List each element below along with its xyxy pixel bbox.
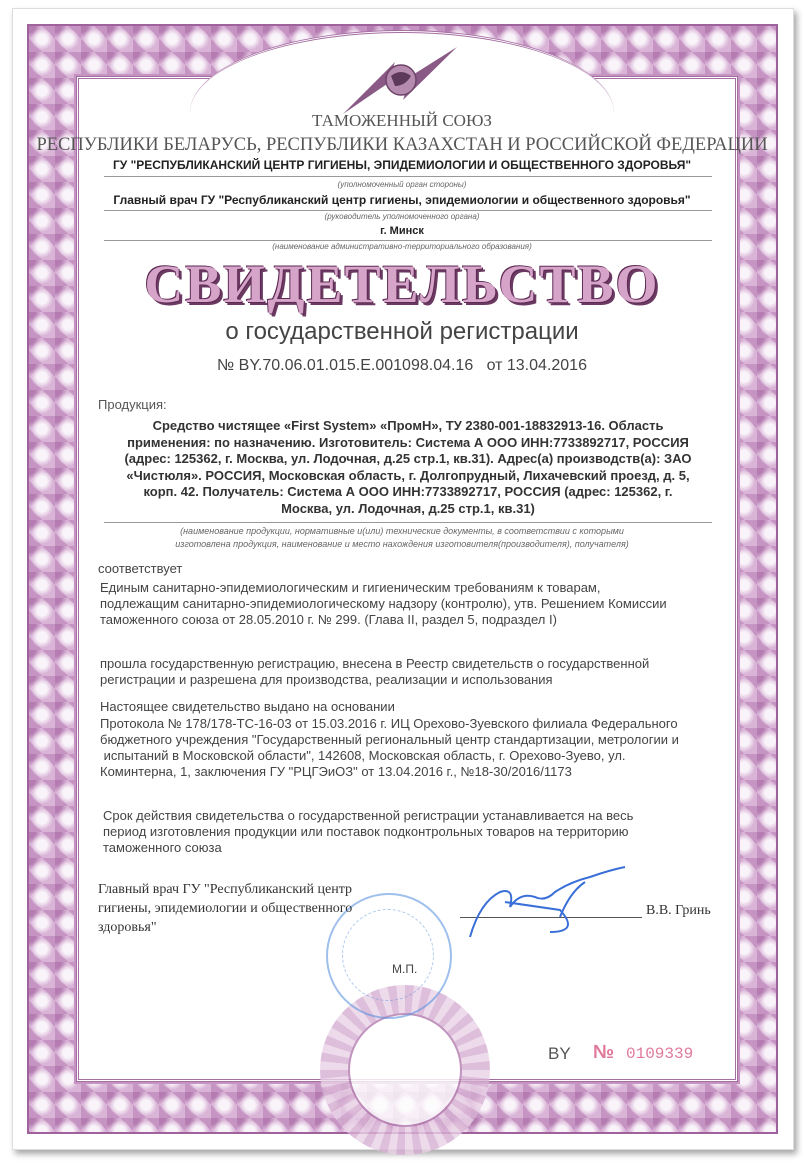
text-line: бюджетного учреждения "Государственный региональный центр стандартизации, метрологии и: [100, 732, 679, 747]
serial-country: BY: [548, 1044, 571, 1063]
basis-label: Настоящее свидетельство выдано на основании: [100, 699, 395, 714]
authority-caption: (уполномоченный орган стороны): [337, 180, 467, 189]
text-line: гигиены, эпидемиологии и общественного: [98, 901, 353, 916]
product-line: корп. 42. Получатель: Система А ООО ИНН:7733892717, РОССИЯ (адрес: 125362, г.: [143, 484, 673, 499]
serial-number: 0109339: [626, 1045, 694, 1063]
text-line: Главный врач ГУ "Республиканский центр: [98, 882, 352, 897]
product-line: Москва, ул. Лодочная, д.25 стр.1, кв.31): [281, 500, 535, 516]
text-line: таможенного союза: [103, 840, 222, 855]
republics-name: РЕСПУБЛИКИ БЕЛАРУСЬ, РЕСПУБЛИКИ КАЗАХСТАН И РОССИЙСКОЙ ФЕДЕРАЦИИ: [36, 135, 768, 155]
text-line: таможенного союза от 28.05.2010 г. № 299. (Глава II, раздел 5, подраздел I): [100, 612, 557, 627]
product-description: [98, 418, 718, 517]
text-line: прошла государственную регистрацию, внесена в Реестр свидетельств о государственной: [100, 656, 650, 671]
divider: [104, 210, 712, 211]
caption-line: (наименование продукции, нормативные и(или) технические документы, в соответствии с которыми: [180, 526, 624, 536]
product-line: «Чистюля». РОССИЯ, Московская область, г. Долгопрудный, Лихачевский проезд, д. 5,: [126, 467, 690, 483]
seal-place: М.П.: [392, 962, 418, 976]
city-caption: (наименование административно-территориального образования): [272, 242, 532, 251]
signatory-name: В.В. Гринь: [646, 903, 711, 918]
registration-text: [100, 656, 649, 688]
serial-no-sign: №: [593, 1042, 615, 1063]
handwritten-signature: [460, 862, 640, 942]
text-line: регистрации и разрешена для производства, реализации и использования: [100, 672, 553, 687]
basis-text: [100, 716, 679, 780]
text-line: Единым санитарно-эпидемиологическим и гигиеническим требованиям к товарам,: [100, 580, 601, 595]
product-caption: [0, 525, 804, 551]
text-line: здоровья": [98, 920, 157, 935]
divider: [104, 240, 712, 241]
authority-name: ГУ "РЕСПУБЛИКАНСКИЙ ЦЕНТР ГИГИЕНЫ, ЭПИДЕМИОЛОГИИ И ОБЩЕСТВЕННОГО ЗДОРОВЬЯ": [112, 158, 692, 172]
head-caption: (руководитель уполномоченного органа): [324, 212, 480, 221]
product-line: применения: по назначению. Изготовитель: Система А ООО ИНН:7733892717, РОССИЯ: [127, 434, 689, 450]
text-line: Протокола № 178/178-ТС-16-03 от 15.03.2016 г. ИЦ Орехово-Зуевского филиала Федерального: [100, 716, 678, 731]
certificate-number: № BY.70.06.01.015.E.001098.04.16 от 13.04.2016: [217, 357, 587, 374]
signatory-title: [98, 880, 352, 937]
divider: [104, 176, 712, 177]
text-line: Коминтерна, 1, заключения ГУ "РЦГЭиОЗ" от 13.04.2016 г., №18-30/2016/1173: [100, 764, 572, 779]
customs-union-logo-icon: [335, 42, 465, 117]
text-line: подлежащим санитарно-эпидемиологическому надзору (контролю), утв. Решением Комиссии: [100, 596, 667, 611]
conformity-text: [100, 580, 667, 628]
validity-text: [103, 808, 633, 856]
text-line: Срок действия свидетельства о государственной регистрации устанавливается на весь: [103, 808, 634, 823]
caption-line: изготовлена продукция, наименование и место нахождения изготовителя(производителя), получателя): [175, 539, 629, 549]
city: г. Минск: [380, 225, 424, 237]
union-name: ТАМОЖЕННЫЙ СОЮЗ: [312, 111, 492, 130]
certificate-title: СВИДЕТЕЛЬСТВО: [144, 254, 660, 314]
head-name: Главный врач ГУ "Республиканский центр гигиены, эпидемиологии и общественного здоровья": [113, 193, 691, 207]
text-line: период изготовления продукции или поставок подконтрольных товаров на территорию: [103, 824, 629, 839]
divider: [104, 522, 712, 523]
product-label: Продукция:: [98, 397, 167, 412]
certificate-subtitle: о государственной регистрации: [225, 318, 579, 345]
product-line: Средство чистящее «First System» «ПромН», ТУ 2380-001-18832913-16. Область: [152, 418, 664, 433]
conformity-label: соответствует: [98, 561, 183, 576]
text-line: испытаний в Московской области", 142608, Московская область, г. Орехово-Зуево, ул.: [100, 748, 626, 763]
product-line: (адрес: 125362, г. Москва, ул. Лодочная, д.25 стр.1, кв.31). Адрес(а) производств(а): ЗАО: [124, 451, 692, 466]
